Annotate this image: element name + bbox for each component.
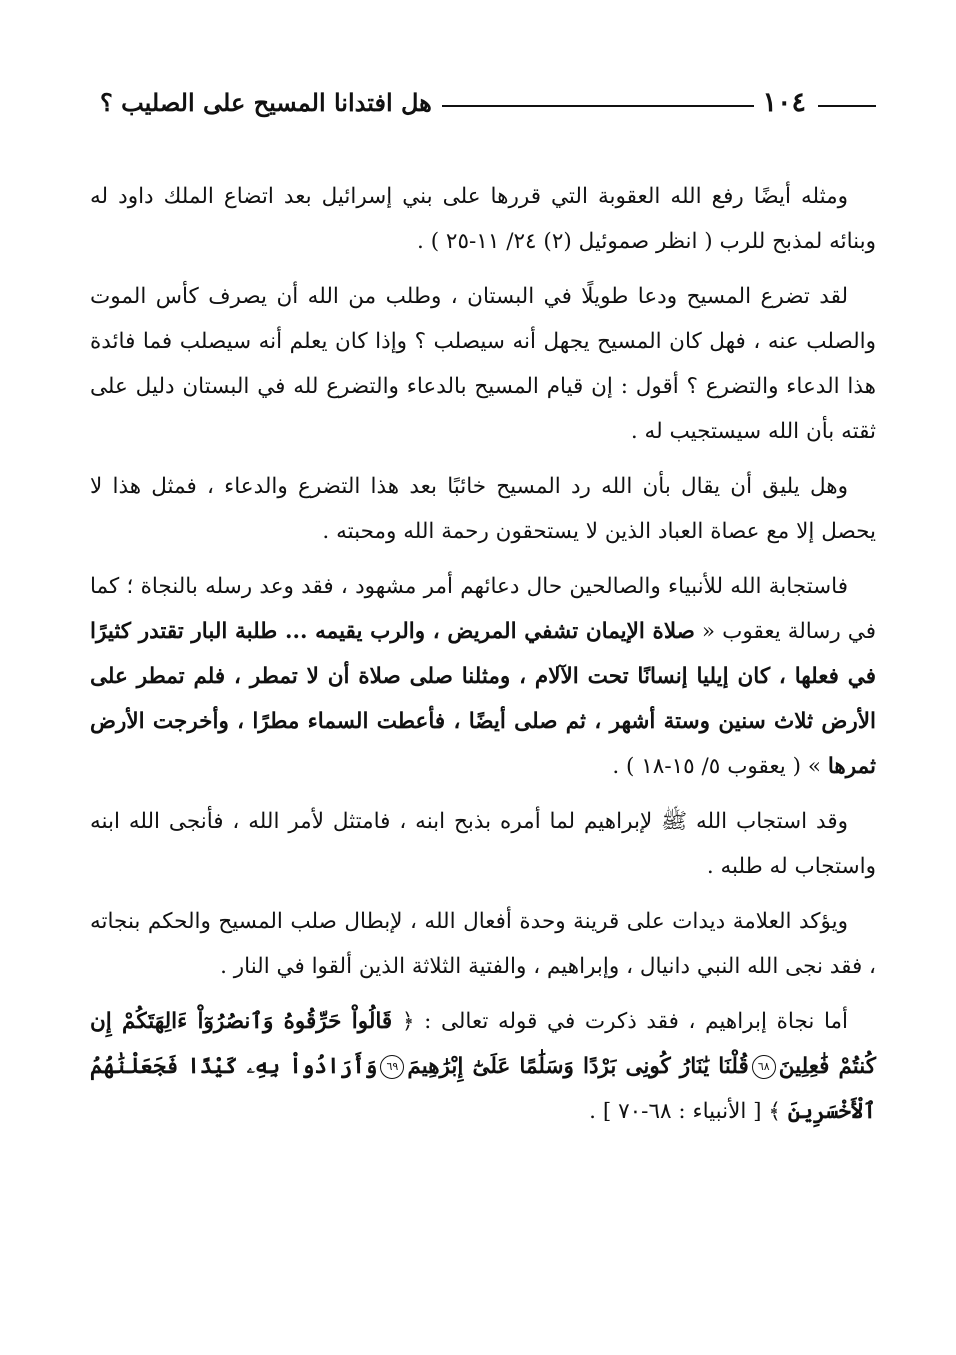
paragraph [90, 564, 876, 789]
book-page [90, 78, 876, 1134]
quran-verse: وَأَرَادُواْ بِهِۦ كَيْدًا فَجَعَلْنَٰهُمُ ٱلْأَخْسَرِينَ [90, 1054, 876, 1124]
page-number: ١٠٤ [762, 86, 806, 118]
header-rule-right [818, 105, 876, 107]
bible-quote: صلاة الإيمان تشفي المريض ، والرب يقيمه ... طلبة البار تقتدر كثيرًا في فعلها ، كان إيليا إنسانًا تحت الآلام ، ومثلنا صلى صلاة أن لا تمطر ، فلم تمطر على الأرض ثلاث سنين وستة أشهر ، ثم صلى أيضًا ، فأعطت السماء مطرًا ، وأخرجت الأرض ثمرها [90, 619, 876, 779]
quran-verse: قُلْنَا يَٰنَارُ كُونِى بَرْدًا وَسَلَٰمًا عَلَىٰٓ إِبْرَٰهِيمَ [407, 1054, 749, 1079]
page-header [90, 78, 876, 126]
paragraph-text: فاستجابة الله للأنبياء والصالحين حال دعائهم أمر مشهود ، فقد وعد رسله بالنجاة ؛ كما في رسالة يعقوب « [90, 574, 876, 644]
citation: ﴾ [ الأنبياء : ٦٨-٧٠ ] . [589, 1099, 788, 1124]
paragraph: ويؤكد العلامة ديدات على قرينة وحدة أفعال الله ، لإبطال صلب المسيح والحكم بنجاته ، فقد نجى الله النبي دانيال ، وإبراهيم ، والفتية الثلاثة الذين ألقوا في النار . [90, 909, 876, 979]
paragraph: وقد استجاب الله ﷺ لإبراهيم لما أمره بذبح ابنه ، فامتثل لأمر الله ، فأنجى الله ابنه واستجاب له طلبه . [90, 809, 876, 879]
header-rule-middle [442, 105, 755, 107]
paragraph-text: » ( يعقوب ٥/ ١٥-١٨ ) . [612, 754, 828, 779]
paragraph [90, 999, 876, 1134]
paragraph: ومثله أيضًا رفع الله العقوبة التي قررها على بني إسرائيل بعد اتضاع الملك داود له وبنائه لمذبح للرب ( انظر صموئيل (٢) ٢٤/ ١١-٢٥ ) . [90, 184, 876, 254]
paragraph-text: أما نجاة إبراهيم ، فقد ذكرت في قوله تعالى : ﴿ [392, 1009, 848, 1034]
ayah-number-marker: ٦٨ [752, 1055, 776, 1079]
paragraph: وهل يليق أن يقال بأن الله رد المسيح خائبًا بعد هذا التضرع والدعاء ، فمثل هذا لا يحصل إلا مع عصاة العباد الذين لا يستحقون رحمة الله ومحبته . [90, 474, 876, 544]
running-title: هل افتدانا المسيح على الصليب ؟ [100, 87, 432, 117]
paragraph: لقد تضرع المسيح ودعا طويلًا في البستان ، وطلب من الله أن يصرف كأس الموت والصلب عنه ، فهل كان المسيح يجهل أنه سيصلب ؟ وإذا كان يعلم أنه سيصلب فما فائدة هذا الدعاء والتضرع ؟ أقول : إن قيام المسيح بالدعاء والتضرع لله في البستان دليل على ثقته بأن الله سيستجيب له . [90, 284, 876, 444]
ayah-number-marker: ٦٩ [380, 1055, 404, 1079]
quran-verse: قَالُواْ حَرِّقُوهُ وَٱنصُرُوٓاْ ءَالِهَتَكُمْ إِن كُنتُمْ فَٰعِلِينَ [90, 1009, 876, 1079]
